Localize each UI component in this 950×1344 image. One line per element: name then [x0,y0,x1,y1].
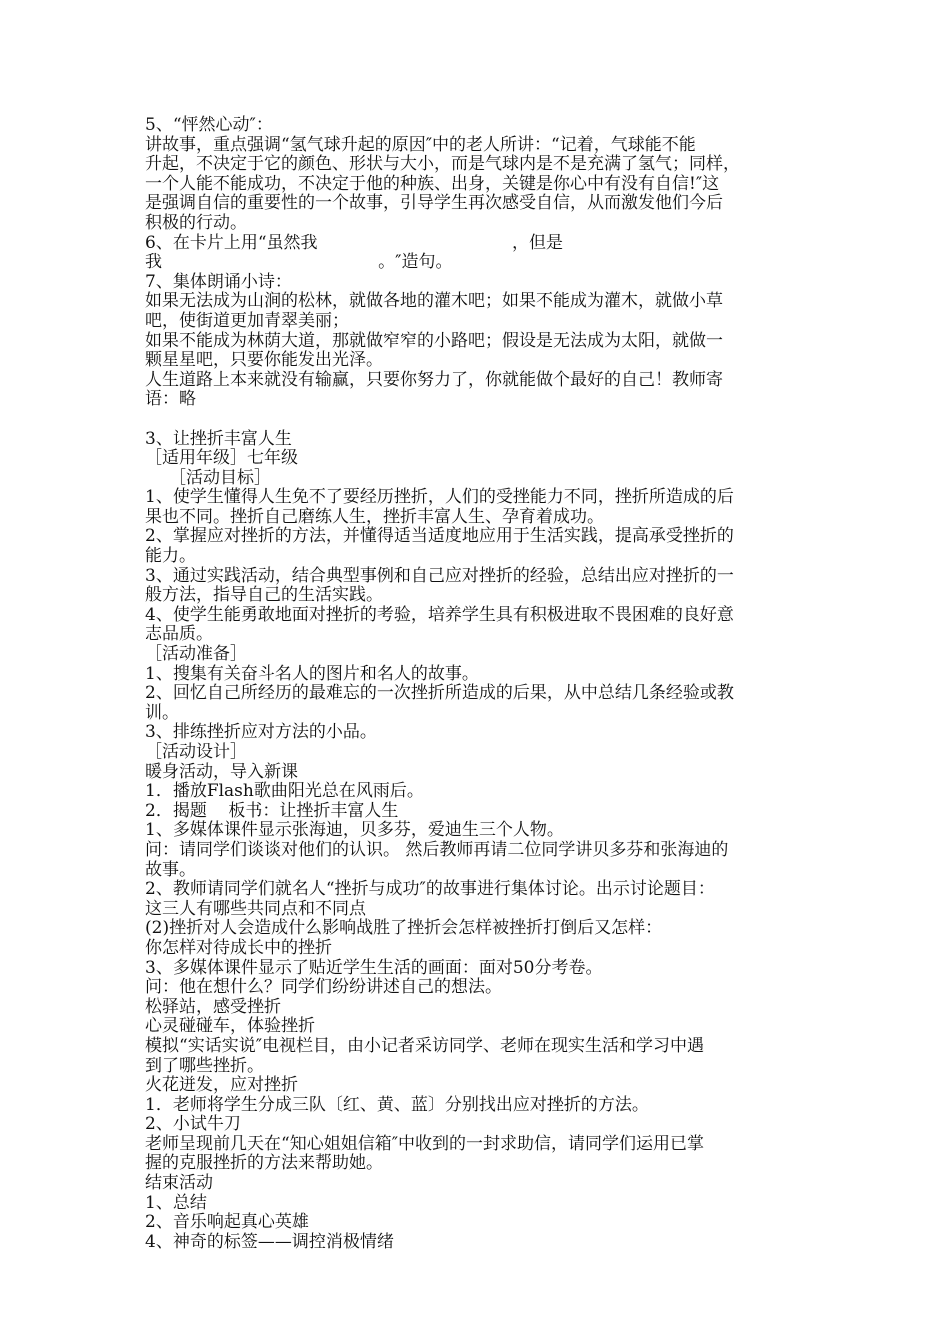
text-line: 结束活动 [145,1173,213,1194]
text-line: 如果无法成为山涧的松林，就做各地的灌木吧；如果不能成为灌木，就做小草 [145,291,723,312]
text-line: 颗星星吧，只要你能发出光泽。 [145,350,383,371]
text-line: 如果不能成为林荫大道，那就做窄窄的小路吧；假设是无法成为太阳，就做一 [145,330,723,351]
text-line: 升起，不决定于它的颜色、形状与大小，而是气球内是不是充满了氢气；同样， [145,154,740,175]
text-line: 语：略 [145,389,196,410]
text-line: 这三人有哪些共同点和不同点 [145,898,366,919]
text-line: 问：请同学们谈谈对他们的认识。 然后教师再请二位同学讲贝多芬和张海迪的 [145,839,729,860]
text-line: 7、集体朗诵小诗： [145,271,292,292]
text-line: 心灵碰碰车，体验挫折 [145,1016,315,1037]
text-line: 1、搜集有关奋斗名人的图片和名人的故事。 [145,663,479,684]
text-line: 故事。 [145,859,196,880]
text-line: 到了哪些挫折。 [145,1055,264,1076]
text-line: 3、让挫折丰富人生 [145,428,292,449]
blank-line [145,410,810,430]
text-line: 3、多媒体课件显示了贴近学生生活的画面：面对50分考卷。 [145,957,603,978]
text-line: 模拟“实话实说″电视栏目，由小记者采访同学、老师在现实生活和学习中遇 [145,1035,705,1056]
text-line: ［适用年级］七年级 [145,448,298,469]
text-line: 一个人能不能成功，不决定于他的种族、出身，关键是你心中有没有自信!″这 [145,173,720,194]
text-line: 1．老师将学生分成三队〔红、黄、蓝〕分别找出应对挫折的方法。 [145,1094,649,1115]
text-line: (2)挫折对人会造成什么影响战胜了挫折会怎样被挫折打倒后又怎样： [145,918,663,939]
text-line: 人生道路上本来就没有输赢，只要你努力了，你就能做个最好的自己！教师寄 [145,369,723,390]
text-line: 2、小试牛刀 [145,1114,241,1135]
text-line: 你怎样对待成长中的挫折 [145,937,332,958]
text-line: 2．揭题 板书：让挫折丰富人生 [145,800,399,821]
text-line: 6、在卡片上用“虽然我 ，但是 [145,232,564,253]
text-line: 3、通过实践活动，结合典型事例和自己应对挫折的经验，总结出应对挫折的一 [145,565,734,586]
text-line: 2、音乐响起真心英雄 [145,1212,309,1233]
text-line: 1．播放Flash歌曲阳光总在风雨后。 [145,781,424,802]
text-line: 老师呈现前几天在“知心姐姐信箱″中收到的一封求助信，请同学们运用已掌 [145,1133,705,1154]
document-page [145,116,810,1252]
text-line: 暖身活动，导入新课 [145,761,298,782]
text-line: 训。 [145,702,179,723]
text-line: 2、教师请同学们就名人“挫折与成功″的故事进行集体讨论。出示讨论题目： [145,879,715,900]
text-line: 问：他在想什么？同学们纷纷讲述自己的想法。 [145,977,502,998]
text-line: 火花迸发，应对挫折 [145,1075,298,1096]
text-line: 能力。 [145,546,196,567]
text-line: 松驿站，感受挫折 [145,996,281,1017]
text-line: 讲故事，重点强调“氢气球升起的原因″中的老人所讲：“记着，气球能不能 [145,134,696,155]
text-line: 般方法，指导自己的生活实践。 [145,585,383,606]
text-line: 吧，使街道更加青翠美丽； [145,310,349,331]
text-line: 1、多媒体课件显示张海迪，贝多芬，爱迪生三个人物。 [145,820,564,841]
text-line: 志品质。 [145,624,213,645]
text-line: 4、使学生能勇敢地面对挫折的考验，培养学生具有积极进取不畏困难的良好意 [145,604,734,625]
text-line: ［活动准备］ [145,644,247,665]
text-line: 2、回忆自己所经历的最难忘的一次挫折所造成的后果，从中总结几条经验或教 [145,683,734,704]
text-line: 积极的行动。 [145,212,247,233]
text-line: 我 。″造句。 [145,252,453,273]
text-line: 1、总结 [145,1192,207,1213]
text-line: 握的克服挫折的方法来帮助她。 [145,1153,383,1174]
text-line: ［活动设计］ [145,742,247,762]
text-line: 是强调自信的重要性的一个故事，引导学生再次感受自信，从而激发他们今后 [145,193,723,214]
text-line: 5、“怦然心动″： [145,115,273,135]
text-line: 果也不同。挫折自己磨练人生，挫折丰富人生、孕育着成功。 [145,506,604,527]
text-line: 1、使学生懂得人生免不了要经历挫折，人们的受挫能力不同，挫折所造成的后 [145,487,734,508]
text-line: 4、神奇的标签——调控消极情绪 [145,1231,394,1252]
text-line: 2、掌握应对挫折的方法，并懂得适当适度地应用于生活实践，提高承受挫折的 [145,526,734,547]
text-line: 3、排练挫折应对方法的小品。 [145,722,377,743]
text-line: ［活动目标］ [169,467,271,488]
